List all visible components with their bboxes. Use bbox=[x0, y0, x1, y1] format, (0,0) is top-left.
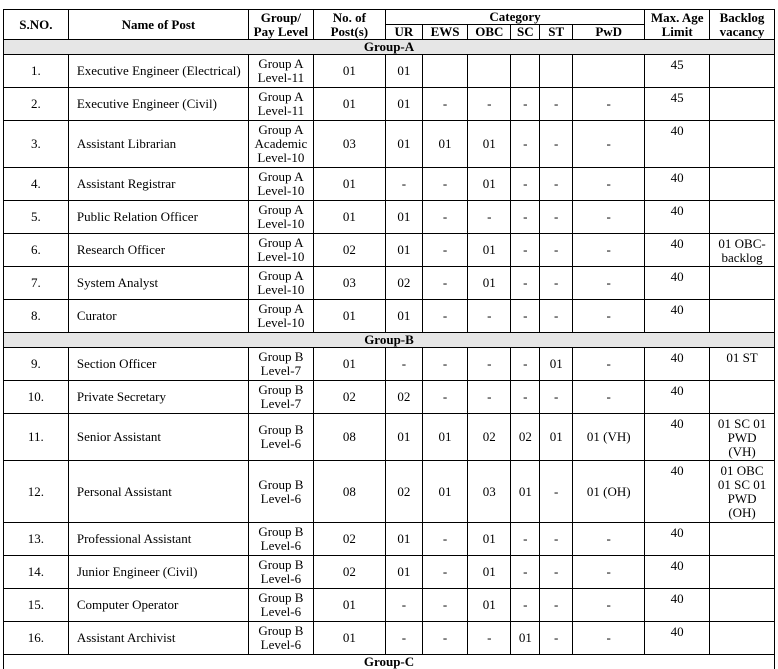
cell-ur: 01 bbox=[385, 414, 422, 461]
cell-group: Group A Level-10 bbox=[248, 201, 313, 234]
cell-st: - bbox=[540, 381, 573, 414]
cell-sc bbox=[511, 55, 540, 88]
cell-post: Private Secretary bbox=[68, 381, 248, 414]
cell-group: Group B Level-7 bbox=[248, 381, 313, 414]
table-row bbox=[4, 622, 775, 655]
cell-obc: 02 bbox=[468, 414, 511, 461]
cell-group: Group A Academic Level-10 bbox=[248, 121, 313, 168]
cell-group: Group B Level-6 bbox=[248, 414, 313, 461]
header-category: Category bbox=[385, 10, 644, 25]
cell-pwd: - bbox=[573, 622, 645, 655]
cell-ur: 01 bbox=[385, 88, 422, 121]
cell-pwd: 01 (VH) bbox=[573, 414, 645, 461]
cell-post: Assistant Archivist bbox=[68, 622, 248, 655]
cell-backlog bbox=[710, 523, 775, 556]
cell-posts: 01 bbox=[313, 88, 385, 121]
cell-sc: - bbox=[511, 348, 540, 381]
cell-obc: 01 bbox=[468, 168, 511, 201]
table-row bbox=[4, 461, 775, 523]
cell-obc: 01 bbox=[468, 589, 511, 622]
cell-ur: 01 bbox=[385, 55, 422, 88]
cell-post: Computer Operator bbox=[68, 589, 248, 622]
table-row bbox=[4, 523, 775, 556]
cell-sc: - bbox=[511, 300, 540, 333]
cell-st: - bbox=[540, 589, 573, 622]
cell-pwd: - bbox=[573, 556, 645, 589]
cell-age: 40 bbox=[645, 300, 710, 333]
cell-backlog bbox=[710, 622, 775, 655]
cell-post: System Analyst bbox=[68, 267, 248, 300]
cell-ews: - bbox=[422, 88, 467, 121]
vacancy-table bbox=[3, 9, 775, 669]
cell-sno: 11. bbox=[4, 414, 69, 461]
recruitment-table-container bbox=[3, 9, 775, 669]
cell-obc: - bbox=[468, 622, 511, 655]
cell-posts: 02 bbox=[313, 556, 385, 589]
cell-sc: - bbox=[511, 121, 540, 168]
cell-post: Section Officer bbox=[68, 348, 248, 381]
table-row bbox=[4, 414, 775, 461]
cell-obc: - bbox=[468, 201, 511, 234]
cell-ews: - bbox=[422, 201, 467, 234]
cell-sc: - bbox=[511, 381, 540, 414]
cell-obc: 01 bbox=[468, 121, 511, 168]
cell-posts: 03 bbox=[313, 121, 385, 168]
cell-sno: 3. bbox=[4, 121, 69, 168]
group-b-row bbox=[4, 333, 775, 348]
header-num-posts: No. of Post(s) bbox=[313, 10, 385, 40]
cell-backlog bbox=[710, 381, 775, 414]
cell-st: - bbox=[540, 234, 573, 267]
table-row bbox=[4, 556, 775, 589]
cell-posts: 01 bbox=[313, 201, 385, 234]
cell-age: 40 bbox=[645, 267, 710, 300]
cell-backlog: 01 OBC 01 SC 01 PWD (OH) bbox=[710, 461, 775, 523]
cell-age: 40 bbox=[645, 348, 710, 381]
cell-pwd: 01 (OH) bbox=[573, 461, 645, 523]
cell-group: Group B Level-6 bbox=[248, 622, 313, 655]
cell-obc: 01 bbox=[468, 523, 511, 556]
group-c-label: Group-C bbox=[4, 655, 775, 669]
cell-ur: - bbox=[385, 348, 422, 381]
header-group-pay: Group/ Pay Level bbox=[248, 10, 313, 40]
table-row bbox=[4, 201, 775, 234]
cell-sc: - bbox=[511, 234, 540, 267]
table-row bbox=[4, 381, 775, 414]
cell-ur: 02 bbox=[385, 461, 422, 523]
cell-posts: 02 bbox=[313, 381, 385, 414]
table-body bbox=[4, 40, 775, 669]
cell-ur: 01 bbox=[385, 556, 422, 589]
cell-sno: 12. bbox=[4, 461, 69, 523]
cell-ews bbox=[422, 55, 467, 88]
cell-post: Junior Engineer (Civil) bbox=[68, 556, 248, 589]
cell-sno: 8. bbox=[4, 300, 69, 333]
cell-posts: 01 bbox=[313, 300, 385, 333]
group-a-row bbox=[4, 40, 775, 55]
cell-backlog bbox=[710, 556, 775, 589]
cell-group: Group B Level-7 bbox=[248, 348, 313, 381]
cell-sc: - bbox=[511, 201, 540, 234]
cell-posts: 02 bbox=[313, 523, 385, 556]
cell-obc: - bbox=[468, 88, 511, 121]
cell-age: 40 bbox=[645, 622, 710, 655]
cell-age: 40 bbox=[645, 523, 710, 556]
cell-ews: - bbox=[422, 168, 467, 201]
cell-age: 40 bbox=[645, 556, 710, 589]
cell-backlog bbox=[710, 267, 775, 300]
cell-age: 40 bbox=[645, 589, 710, 622]
cell-pwd: - bbox=[573, 348, 645, 381]
cell-ews: - bbox=[422, 589, 467, 622]
cell-group: Group A Level-10 bbox=[248, 168, 313, 201]
header-obc: OBC bbox=[468, 25, 511, 40]
cell-ews: 01 bbox=[422, 414, 467, 461]
cell-backlog: 01 SC 01 PWD (VH) bbox=[710, 414, 775, 461]
cell-posts: 01 bbox=[313, 55, 385, 88]
header-ews: EWS bbox=[422, 25, 467, 40]
cell-age: 40 bbox=[645, 201, 710, 234]
cell-obc bbox=[468, 55, 511, 88]
cell-ur: - bbox=[385, 622, 422, 655]
cell-sno: 6. bbox=[4, 234, 69, 267]
cell-backlog bbox=[710, 88, 775, 121]
cell-st: - bbox=[540, 88, 573, 121]
cell-st: - bbox=[540, 622, 573, 655]
cell-ur: 01 bbox=[385, 523, 422, 556]
cell-ur: - bbox=[385, 168, 422, 201]
cell-sc: - bbox=[511, 168, 540, 201]
group-a-label: Group-A bbox=[4, 40, 775, 55]
table-row bbox=[4, 300, 775, 333]
cell-posts: 08 bbox=[313, 414, 385, 461]
cell-st: - bbox=[540, 267, 573, 300]
table-row bbox=[4, 589, 775, 622]
cell-pwd: - bbox=[573, 523, 645, 556]
cell-sc: - bbox=[511, 267, 540, 300]
cell-posts: 03 bbox=[313, 267, 385, 300]
cell-sno: 15. bbox=[4, 589, 69, 622]
cell-backlog bbox=[710, 55, 775, 88]
cell-ur: - bbox=[385, 589, 422, 622]
cell-group: Group A Level-10 bbox=[248, 234, 313, 267]
cell-obc: 03 bbox=[468, 461, 511, 523]
cell-sc: - bbox=[511, 589, 540, 622]
cell-ur: 02 bbox=[385, 381, 422, 414]
cell-post: Personal Assistant bbox=[68, 461, 248, 523]
cell-ews: - bbox=[422, 267, 467, 300]
header-pwd: PwD bbox=[573, 25, 645, 40]
cell-post: Public Relation Officer bbox=[68, 201, 248, 234]
cell-age: 40 bbox=[645, 234, 710, 267]
cell-age: 40 bbox=[645, 121, 710, 168]
cell-ews: - bbox=[422, 300, 467, 333]
cell-obc: 01 bbox=[468, 234, 511, 267]
cell-posts: 01 bbox=[313, 589, 385, 622]
table-row bbox=[4, 88, 775, 121]
cell-post: Executive Engineer (Civil) bbox=[68, 88, 248, 121]
cell-sno: 4. bbox=[4, 168, 69, 201]
group-c-row bbox=[4, 655, 775, 669]
cell-st: - bbox=[540, 201, 573, 234]
cell-pwd: - bbox=[573, 589, 645, 622]
cell-pwd: - bbox=[573, 121, 645, 168]
table-row bbox=[4, 267, 775, 300]
cell-pwd bbox=[573, 55, 645, 88]
cell-backlog: 01 ST bbox=[710, 348, 775, 381]
cell-st bbox=[540, 55, 573, 88]
cell-post: Curator bbox=[68, 300, 248, 333]
cell-st: 01 bbox=[540, 414, 573, 461]
cell-ews: - bbox=[422, 348, 467, 381]
cell-post: Research Officer bbox=[68, 234, 248, 267]
cell-sc: 02 bbox=[511, 414, 540, 461]
cell-age: 40 bbox=[645, 381, 710, 414]
cell-obc: 01 bbox=[468, 556, 511, 589]
cell-pwd: - bbox=[573, 168, 645, 201]
table-row bbox=[4, 168, 775, 201]
cell-sno: 16. bbox=[4, 622, 69, 655]
cell-ur: 01 bbox=[385, 201, 422, 234]
table-row bbox=[4, 121, 775, 168]
header-post: Name of Post bbox=[68, 10, 248, 40]
cell-backlog bbox=[710, 300, 775, 333]
cell-st: - bbox=[540, 121, 573, 168]
header-sc: SC bbox=[511, 25, 540, 40]
cell-sno: 10. bbox=[4, 381, 69, 414]
cell-sc: 01 bbox=[511, 622, 540, 655]
cell-st: - bbox=[540, 300, 573, 333]
cell-obc: - bbox=[468, 300, 511, 333]
cell-ur: 01 bbox=[385, 121, 422, 168]
cell-age: 45 bbox=[645, 55, 710, 88]
cell-sc: - bbox=[511, 556, 540, 589]
cell-posts: 01 bbox=[313, 622, 385, 655]
cell-post: Assistant Registrar bbox=[68, 168, 248, 201]
cell-posts: 01 bbox=[313, 348, 385, 381]
cell-pwd: - bbox=[573, 300, 645, 333]
cell-ews: - bbox=[422, 381, 467, 414]
cell-age: 40 bbox=[645, 461, 710, 523]
cell-ur: 01 bbox=[385, 300, 422, 333]
cell-sno: 1. bbox=[4, 55, 69, 88]
cell-posts: 02 bbox=[313, 234, 385, 267]
cell-backlog: 01 OBC-backlog bbox=[710, 234, 775, 267]
cell-group: Group B Level-6 bbox=[248, 589, 313, 622]
cell-pwd: - bbox=[573, 381, 645, 414]
cell-ur: 01 bbox=[385, 234, 422, 267]
cell-st: - bbox=[540, 523, 573, 556]
cell-sc: - bbox=[511, 88, 540, 121]
cell-pwd: - bbox=[573, 88, 645, 121]
cell-backlog bbox=[710, 201, 775, 234]
cell-pwd: - bbox=[573, 234, 645, 267]
cell-group: Group A Level-11 bbox=[248, 55, 313, 88]
cell-post: Senior Assistant bbox=[68, 414, 248, 461]
cell-group: Group A Level-10 bbox=[248, 300, 313, 333]
header-st: ST bbox=[540, 25, 573, 40]
table-row bbox=[4, 234, 775, 267]
cell-sc: - bbox=[511, 523, 540, 556]
cell-group: Group B Level-6 bbox=[248, 461, 313, 523]
cell-group: Group B Level-6 bbox=[248, 556, 313, 589]
cell-ews: - bbox=[422, 556, 467, 589]
cell-ews: - bbox=[422, 523, 467, 556]
cell-sno: 9. bbox=[4, 348, 69, 381]
cell-obc: 01 bbox=[468, 267, 511, 300]
cell-sno: 5. bbox=[4, 201, 69, 234]
cell-obc: - bbox=[468, 348, 511, 381]
cell-post: Executive Engineer (Electrical) bbox=[68, 55, 248, 88]
cell-group: Group A Level-11 bbox=[248, 88, 313, 121]
cell-posts: 01 bbox=[313, 168, 385, 201]
cell-post: Professional Assistant bbox=[68, 523, 248, 556]
table-row bbox=[4, 348, 775, 381]
cell-ur: 02 bbox=[385, 267, 422, 300]
cell-group: Group A Level-10 bbox=[248, 267, 313, 300]
cell-posts: 08 bbox=[313, 461, 385, 523]
cell-sno: 2. bbox=[4, 88, 69, 121]
cell-ews: - bbox=[422, 234, 467, 267]
cell-backlog bbox=[710, 168, 775, 201]
cell-pwd: - bbox=[573, 267, 645, 300]
cell-backlog bbox=[710, 589, 775, 622]
group-b-label: Group-B bbox=[4, 333, 775, 348]
cell-ews: 01 bbox=[422, 461, 467, 523]
header-backlog: Backlog vacancy bbox=[710, 10, 775, 40]
cell-sno: 7. bbox=[4, 267, 69, 300]
cell-pwd: - bbox=[573, 201, 645, 234]
cell-sno: 14. bbox=[4, 556, 69, 589]
cell-post: Assistant Librarian bbox=[68, 121, 248, 168]
cell-backlog bbox=[710, 121, 775, 168]
header-max-age: Max. Age Limit bbox=[645, 10, 710, 40]
cell-age: 40 bbox=[645, 414, 710, 461]
header-row-1 bbox=[4, 10, 775, 25]
cell-ews: 01 bbox=[422, 121, 467, 168]
cell-group: Group B Level-6 bbox=[248, 523, 313, 556]
cell-st: - bbox=[540, 556, 573, 589]
cell-st: 01 bbox=[540, 348, 573, 381]
cell-ews: - bbox=[422, 622, 467, 655]
cell-age: 45 bbox=[645, 88, 710, 121]
header-ur: UR bbox=[385, 25, 422, 40]
cell-st: - bbox=[540, 168, 573, 201]
cell-sc: 01 bbox=[511, 461, 540, 523]
table-row bbox=[4, 55, 775, 88]
cell-st: - bbox=[540, 461, 573, 523]
cell-sno: 13. bbox=[4, 523, 69, 556]
cell-age: 40 bbox=[645, 168, 710, 201]
cell-obc: - bbox=[468, 381, 511, 414]
header-sno: S.NO. bbox=[4, 10, 69, 40]
